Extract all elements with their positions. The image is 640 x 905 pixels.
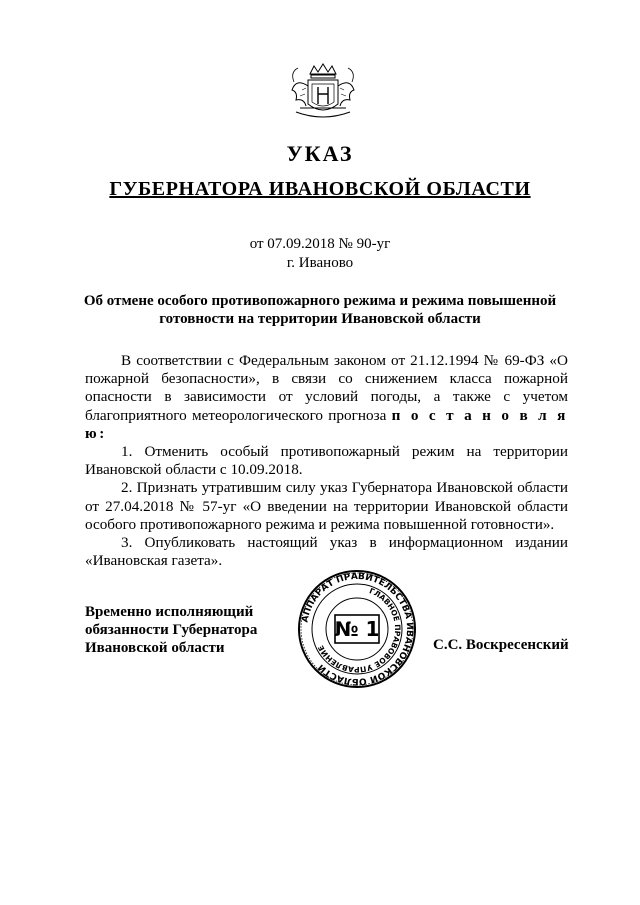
decree-item-3: 3. Опубликовать настоящий указ в информационном издании «Ивановская газета».	[85, 534, 568, 570]
date-number: от 07.09.2018 № 90-уг	[249, 236, 391, 252]
position-line-3: Ивановской области	[85, 640, 225, 656]
decree-item-2: 2. Признать утратившим силу указ Губернатора Ивановской области от 27.04.2018 № 57-уг «О введении на территории Ивановской области особого противопожарного режима и режима повышенной готовности».	[85, 479, 568, 533]
decree-heading	[70, 292, 570, 328]
coat-of-arms-emblem	[288, 60, 358, 124]
city: г. Иваново	[286, 255, 354, 271]
document-type-title: УКАЗ	[286, 141, 354, 166]
issuer-title: ГУБЕРНАТОРА ИВАНОВСКОЙ ОБЛАСТИ	[109, 178, 531, 200]
official-stamp	[297, 569, 417, 689]
signatory-name: С.С. Воскресенский	[433, 637, 569, 653]
preamble-text: В соответствии с Федеральным законом от 21.12.1994 № 69-ФЗ «О пожарной безопасности», в связи со снижением класса пожарной опасности в зависимости от условий погоды, а также с учетом благоприятного метеорологического прогноза	[85, 352, 568, 424]
stamp-inner-text: ГЛАВНОЕ ПРАВОВОЕ УПРАВЛЕНИЕ	[316, 586, 403, 675]
signatory-position	[85, 603, 257, 657]
stamp-number: № 1	[334, 617, 380, 641]
stamp-outer-text: АППАРАТ ПРАВИТЕЛЬСТВА ИВАНОВСКОЙ ОБЛАСТИ	[300, 571, 415, 687]
decree-word: п о с т а н о в л я ю:	[85, 406, 568, 442]
decree-item-1: 1. Отменить особый противопожарный режим на территории Ивановской области с 10.09.2018.	[85, 443, 568, 479]
position-line-1: Временно исполняющий	[85, 604, 254, 620]
decree-body	[85, 352, 568, 570]
position-line-2: обязанности Губернатора	[85, 622, 258, 638]
heading-line-1: Об отмене особого противопожарного режима и режима повышенной	[83, 293, 557, 309]
heading-line-2: готовности на территории Ивановской области	[159, 311, 481, 327]
preamble-paragraph	[85, 352, 568, 443]
